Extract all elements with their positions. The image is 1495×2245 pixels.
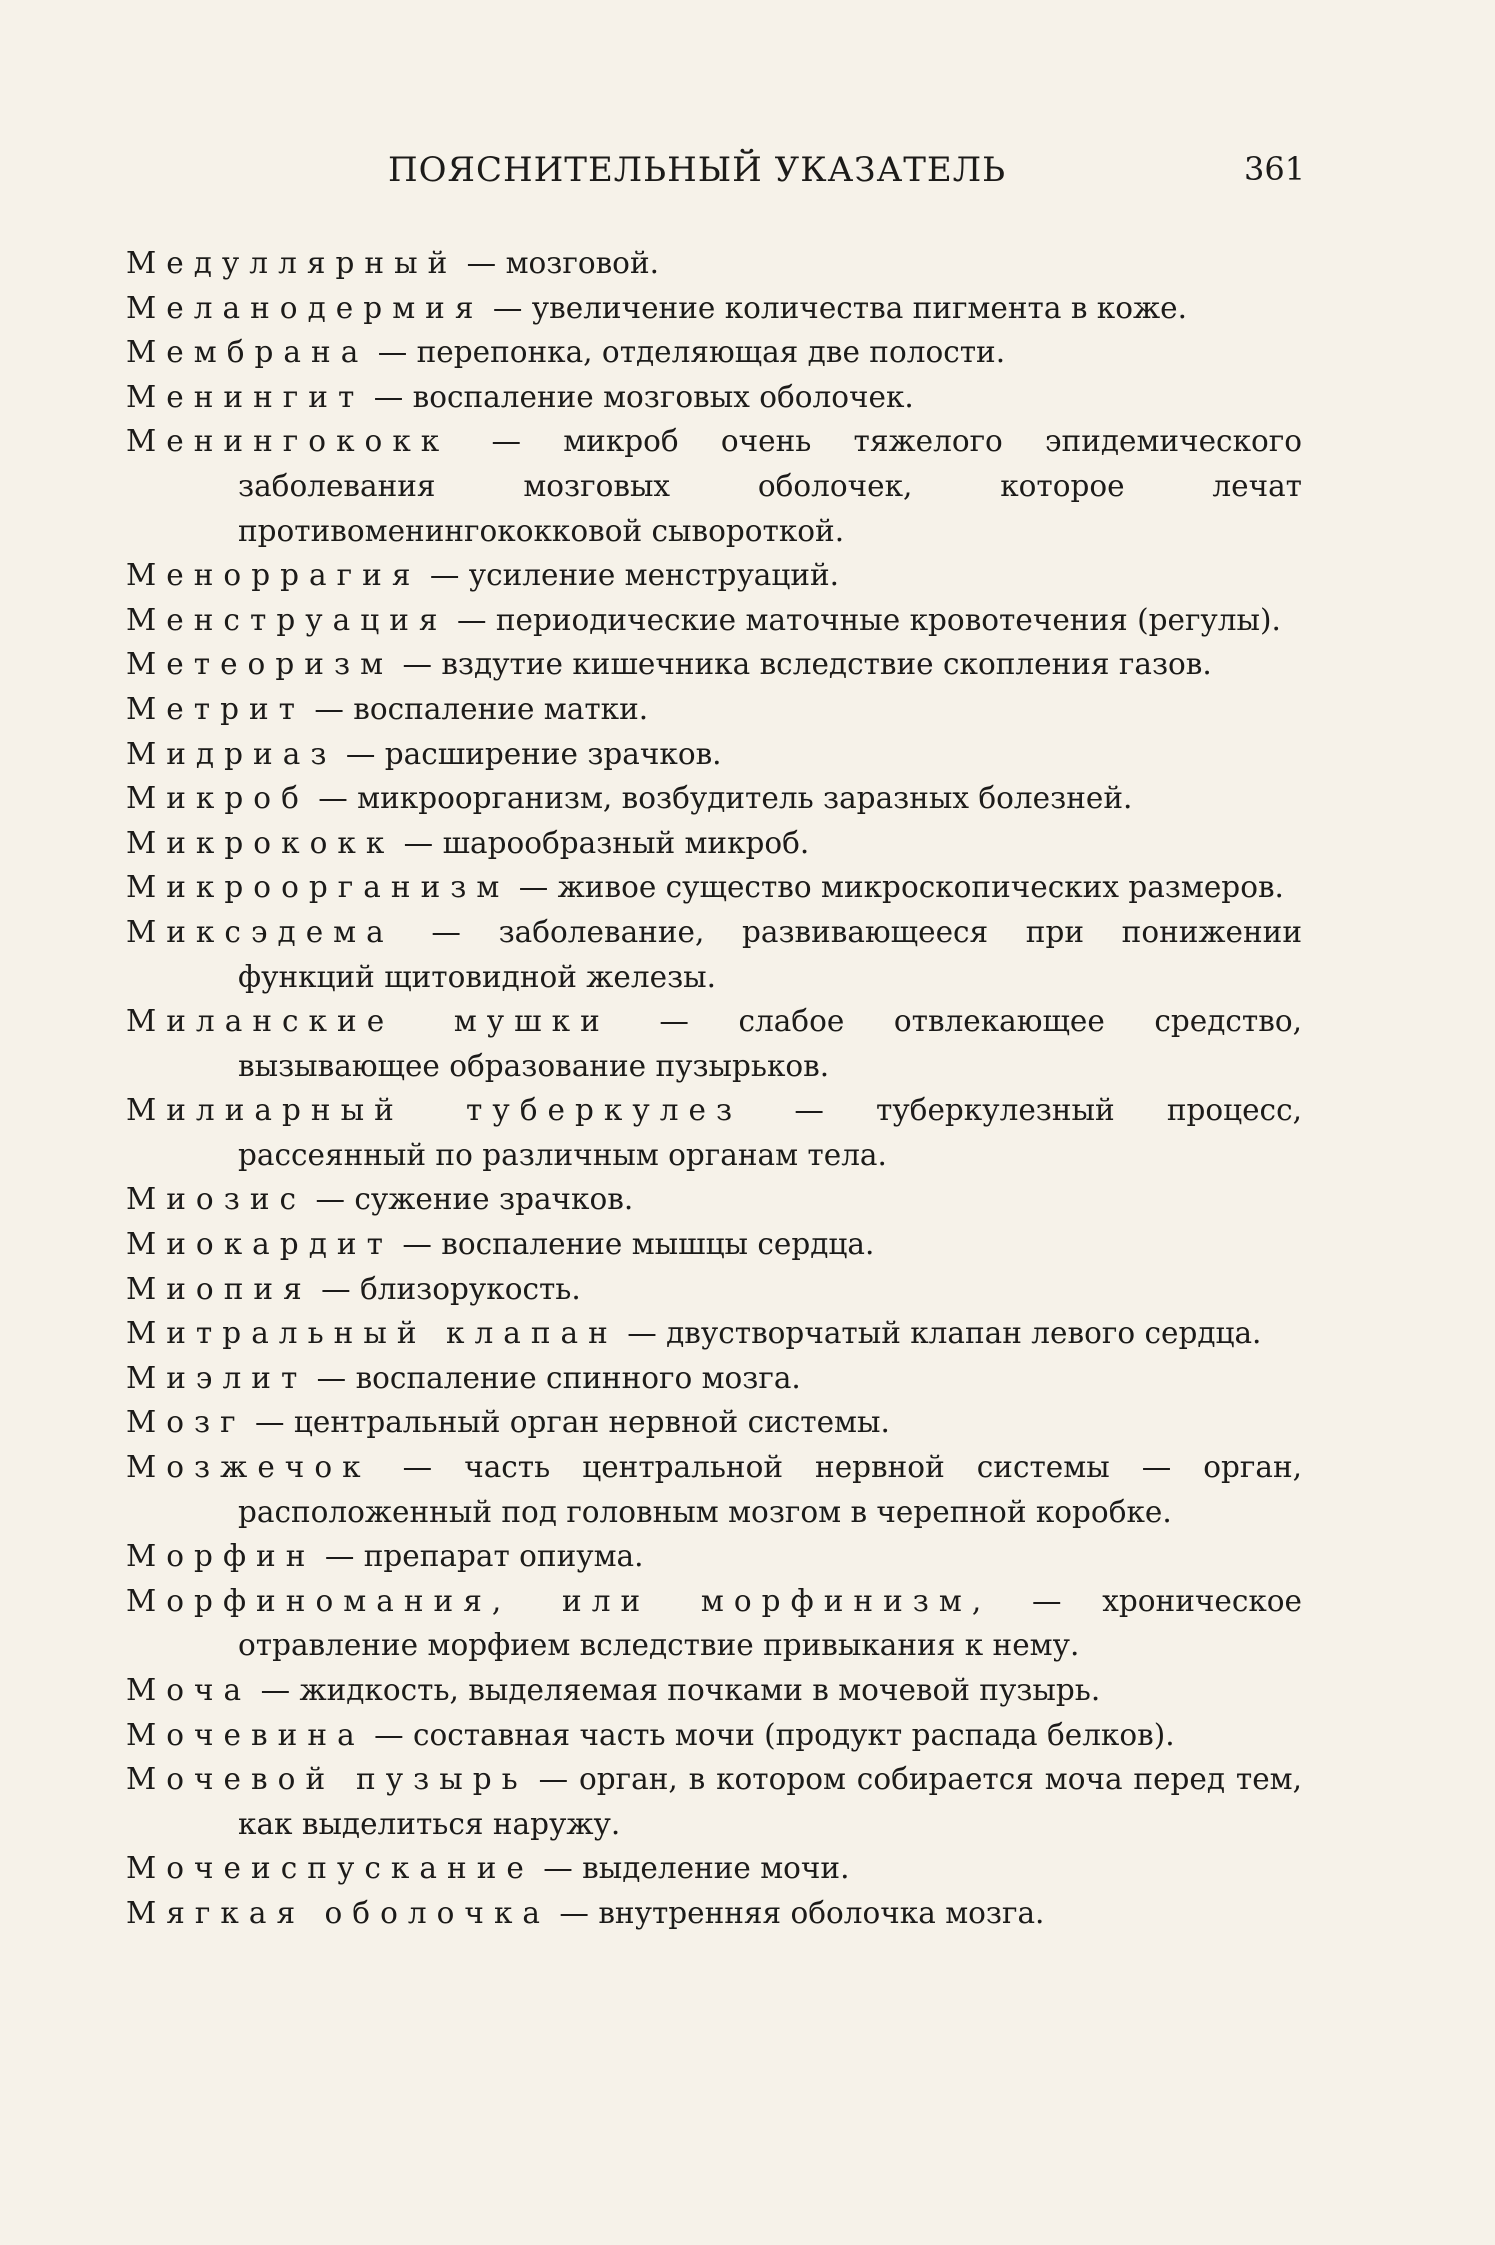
running-head-title: ПОЯСНИТЕЛЬНЫЙ УКАЗАТЕЛЬ [388, 150, 1006, 190]
glossary-term: Меноррагия [126, 558, 421, 593]
term-dash: — [991, 1583, 1103, 1618]
term-dash: — [483, 290, 532, 325]
term-dash: — [315, 1539, 364, 1574]
term-dash: — [364, 1717, 413, 1752]
glossary-entry [126, 1267, 1302, 1312]
glossary-term: Метеоризм [126, 647, 394, 682]
glossary-definition: внутренняя оболочка мозга. [598, 1895, 1045, 1930]
glossary-term: Мидриаз [126, 736, 337, 771]
term-dash: — [449, 424, 564, 459]
term-dash: — [509, 870, 558, 905]
glossary-term: Миксэдема [126, 914, 394, 949]
glossary-definition: воспаление мышцы сердца. [441, 1227, 875, 1262]
glossary-definition: воспаление спинного мозга. [355, 1360, 801, 1395]
term-dash: — [251, 1673, 300, 1707]
glossary-definition: центральный орган нервной системы. [293, 1405, 890, 1440]
term-dash: — [305, 691, 354, 726]
term-dash: — [392, 1227, 442, 1262]
glossary-entry [126, 1579, 1302, 1668]
glossary-definition: составная часть мочи (продукт распада белков). [412, 1717, 1175, 1752]
glossary-term: Микроорганизм [126, 870, 510, 905]
glossary-definition: выделение мочи. [582, 1851, 850, 1886]
glossary-definition: перепонка, отделяющая две полости. [416, 335, 1006, 370]
glossary-term: Метрит [126, 691, 306, 726]
glossary-entry [126, 732, 1302, 777]
glossary-entry [126, 687, 1302, 732]
glossary-entry [126, 1891, 1302, 1936]
glossary-definition: расширение зрачков. [384, 736, 722, 771]
glossary-term: Морфиномания, или морфинизм, [126, 1583, 992, 1618]
glossary-entry [126, 1311, 1302, 1356]
glossary-term: Миокардит [126, 1227, 393, 1262]
glossary-entry [126, 1757, 1302, 1846]
glossary-entry [126, 821, 1302, 866]
glossary-term: Миэлит [126, 1360, 308, 1395]
glossary-definition: шарообразный микроб. [442, 825, 810, 860]
term-dash: — [393, 914, 499, 949]
term-dash: — [609, 1004, 739, 1039]
glossary-term: Моча [126, 1673, 252, 1707]
glossary-entry [126, 375, 1302, 420]
glossary-entries [126, 241, 1302, 1936]
glossary-entry [126, 1400, 1302, 1445]
glossary-definition: орган, в котором собирается моча перед тем, как выделиться наружу. [238, 1762, 1302, 1841]
glossary-term: Менструация [126, 602, 448, 637]
glossary-entry [126, 1177, 1302, 1222]
glossary-term: Миланские мушки [126, 1004, 610, 1039]
glossary-definition: хроническое отравление морфием вследствие привыкания к нему. [238, 1583, 1302, 1663]
term-dash: — [306, 1182, 355, 1217]
term-dash: — [533, 1851, 583, 1886]
glossary-entry [126, 419, 1302, 553]
term-dash: — [245, 1405, 294, 1440]
term-dash: — [370, 1450, 465, 1485]
glossary-term: Мочевина [126, 1717, 365, 1752]
glossary-term: Мембрана [126, 335, 369, 370]
glossary-entry [126, 241, 1302, 286]
glossary-term: Меланодермия [126, 290, 484, 325]
glossary-term: Милиарный туберкулез [126, 1093, 743, 1128]
glossary-definition: живое существо микроскопических размеров. [557, 870, 1284, 905]
term-dash: — [336, 736, 385, 771]
glossary-term: Митральный клапан [126, 1316, 618, 1351]
glossary-entry [126, 1668, 1302, 1713]
glossary-term: Микроб [126, 781, 309, 816]
glossary-entry [126, 1534, 1302, 1579]
glossary-definition: вздутие кишечника вследствие скопления газов. [441, 647, 1212, 682]
glossary-term: Миопия [126, 1271, 312, 1306]
glossary-entry [126, 1088, 1302, 1177]
glossary-definition: часть центральной нервной системы — орган, расположенный под головным мозгом в черепной коробке. [238, 1450, 1302, 1529]
glossary-term: Медуллярный [126, 246, 458, 280]
term-dash: — [308, 781, 358, 816]
term-dash: — [307, 1360, 356, 1395]
glossary-entry [126, 642, 1302, 687]
glossary-term: Морфин [126, 1539, 316, 1574]
glossary-term: Мочевой пузырь [126, 1762, 528, 1797]
glossary-definition: препарат опиума. [363, 1539, 644, 1574]
glossary-term: Микрококк [126, 825, 395, 860]
term-dash: — [364, 379, 413, 414]
glossary-entry [126, 286, 1302, 331]
term-dash: — [550, 1895, 599, 1930]
glossary-term: Мягкая оболочка [126, 1895, 551, 1930]
glossary-term: Менингококк [126, 424, 450, 459]
glossary-definition: воспаление матки. [353, 691, 649, 726]
glossary-entry [126, 1445, 1302, 1534]
glossary-entry [126, 1222, 1302, 1267]
glossary-term: Мозжечок [126, 1450, 371, 1485]
glossary-definition: усиление менструаций. [468, 558, 840, 593]
glossary-definition: слабое отвлекающее средство, вызывающее образование пузырьков. [238, 1004, 1302, 1083]
glossary-definition: воспаление мозговых оболочек. [412, 379, 914, 414]
glossary-definition: мозговой. [505, 246, 659, 280]
term-dash: — [742, 1093, 876, 1128]
term-dash: — [527, 1762, 580, 1797]
term-dash: — [394, 825, 443, 860]
term-dash: — [617, 1316, 667, 1351]
glossary-definition: увеличение количества пигмента в коже. [531, 290, 1187, 325]
glossary-entry [126, 910, 1302, 999]
glossary-definition: двустворчатый клапан левого сердца. [666, 1316, 1262, 1351]
glossary-entry [126, 1713, 1302, 1758]
page-header [0, 150, 1495, 210]
glossary-definition: заболевание, развивающееся при понижении функций щитовидной железы. [238, 914, 1302, 994]
glossary-definition: микроорганизм, возбудитель заразных болезней. [357, 781, 1133, 816]
glossary-definition: сужение зрачков. [354, 1182, 634, 1217]
glossary-entry [126, 553, 1302, 598]
glossary-definition: туберкулезный процесс, рассеянный по различным органам тела. [238, 1093, 1302, 1172]
glossary-entry [126, 865, 1302, 910]
glossary-term: Менингит [126, 379, 365, 414]
term-dash: — [393, 647, 442, 682]
glossary-definition: микроб очень тяжелого эпидемического заболевания мозговых оболочек, которое лечат противоменингококковой сывороткой. [238, 424, 1302, 548]
glossary-definition: жидкость, выделяемая почками в мочевой пузырь. [299, 1673, 1101, 1707]
term-dash: — [368, 335, 417, 370]
glossary-definition: близорукость. [360, 1271, 581, 1306]
glossary-term: Мочеиспускание [126, 1851, 534, 1886]
term-dash: — [457, 246, 506, 280]
glossary-term: Миозис [126, 1182, 307, 1217]
glossary-term: Мозг [126, 1405, 246, 1440]
glossary-entry [126, 598, 1302, 643]
glossary-entry [126, 1356, 1302, 1401]
glossary-entry [126, 1846, 1302, 1891]
term-dash: — [420, 558, 469, 593]
term-dash: — [311, 1271, 361, 1306]
glossary-entry [126, 999, 1302, 1088]
page-number: 361 [1244, 150, 1306, 188]
glossary-definition: периодические маточные кровотечения (регулы). [495, 602, 1281, 637]
glossary-entry [126, 330, 1302, 375]
glossary-entry [126, 776, 1302, 821]
term-dash: — [447, 602, 496, 637]
